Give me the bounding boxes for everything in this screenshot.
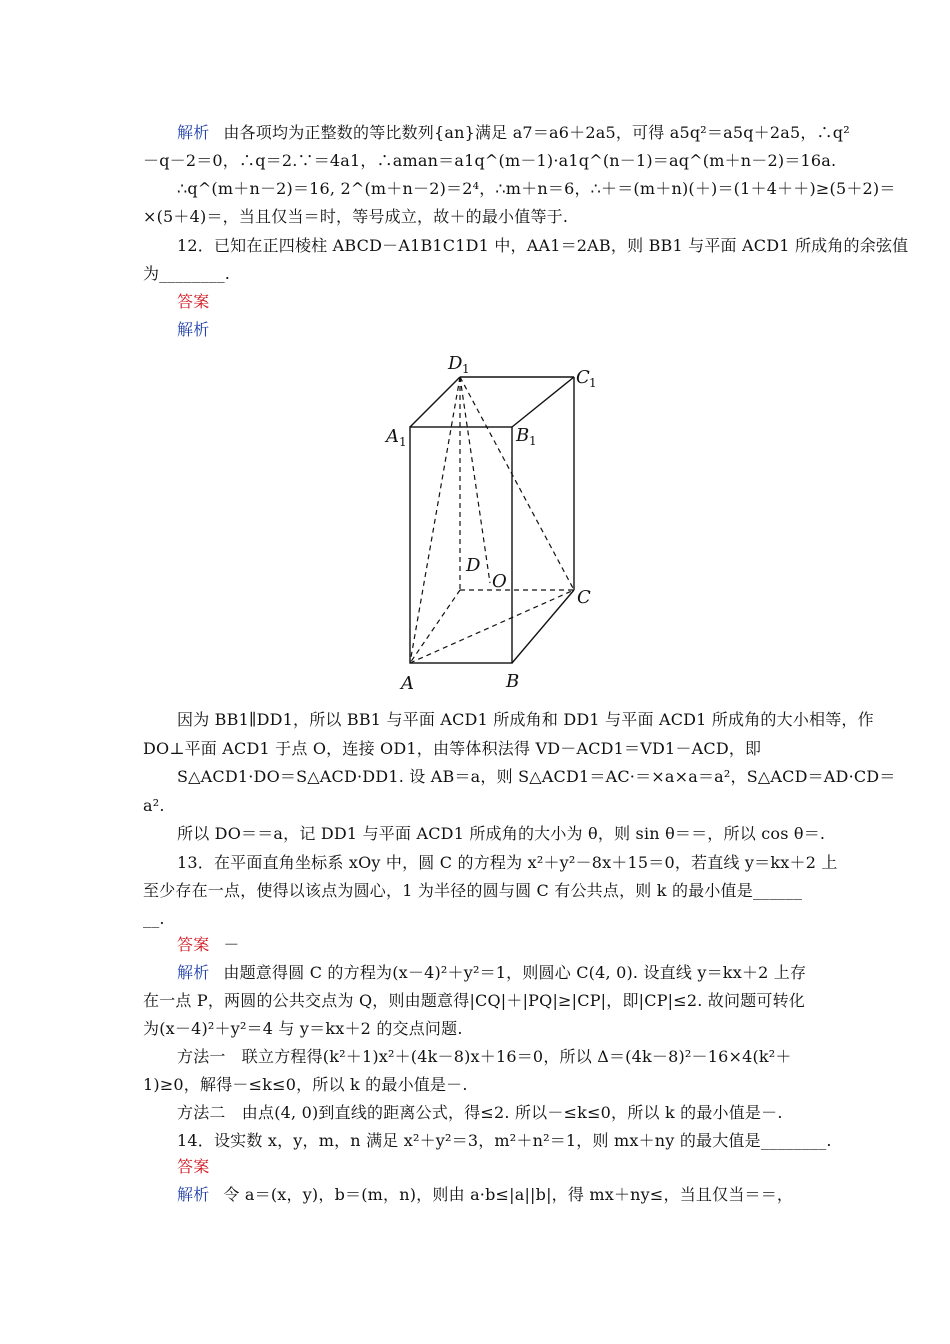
analysis-label: 解析 <box>177 123 210 142</box>
prism-figure <box>380 345 610 700</box>
question-13: 13．在平面直角坐标系 xOy 中，圆 C 的方程为 x²＋y²－8x＋15＝0，若直线 y＝kx＋2 上 <box>177 853 838 872</box>
text-line: __. <box>143 909 165 928</box>
analysis-line: 解析 由题意得圆 C 的方程为(x－4)²＋y²＝1，则圆心 C(4, 0). 设直线 y＝kx＋2 上存 <box>177 963 807 982</box>
svg-text:1: 1 <box>399 435 407 449</box>
analysis-label: 解析 <box>177 1185 210 1204</box>
text-line: ∴q^(m＋n－2)＝16, 2^(m＋n－2)＝2⁴，∴m＋n＝6，∴＋＝(m＋n)(＋)＝(1＋4＋＋)≥(5＋2)＝ <box>177 179 896 198</box>
analysis-label: 解析 <box>177 320 210 339</box>
text-line: DO⊥平面 ACD1 于点 O，连接 OD1，由等体积法得 VD－ACD1＝VD1－ACD，即 <box>143 739 762 758</box>
analysis-label: 解析 <box>177 963 210 982</box>
label-D: D <box>466 555 481 576</box>
svg-text:1: 1 <box>589 376 597 390</box>
answer-label: 答案 <box>177 1157 210 1176</box>
text-line: 1)≥0，解得－≤k≤0，所以 k 的最小值是－. <box>143 1075 468 1094</box>
text-line: 为________. <box>143 264 231 283</box>
svg-text:1: 1 <box>462 362 470 376</box>
analysis-line: 解析 令 a＝(x，y)，b＝(m，n)，则由 a·b≤|a||b|，得 mx＋ny≤，当且仅当＝＝， <box>177 1185 794 1204</box>
label-A1: A <box>386 426 399 447</box>
question-12: 12．已知在正四棱柱 ABCD－A1B1C1D1 中，AA1＝2AB，则 BB1 与平面 ACD1 所成角的余弦值 <box>177 236 909 255</box>
text-line: 至少存在一点，使得以该点为圆心，1 为半径的圆与圆 C 有公共点，则 k 的最小值是______ <box>143 881 803 900</box>
text-line: S△ACD1·DO＝S△ACD·DD1. 设 AB＝a，则 S△ACD1＝AC·＝×a×a＝a²，S△ACD＝AD·CD＝ <box>177 767 896 786</box>
answer-label: 答案 <box>177 935 210 954</box>
label-A: A <box>401 673 414 694</box>
label-B1: B <box>516 425 530 446</box>
text-line: ×(5＋4)＝，当且仅当＝时，等号成立，故＋的最小值等于. <box>143 207 569 226</box>
svg-text:1: 1 <box>529 434 537 448</box>
label-B: B <box>506 671 520 692</box>
method-two: 方法二 由点(4, 0)到直线的距离公式，得≤2. 所以－≤k≤0，所以 k 的最小值是－. <box>177 1103 783 1122</box>
label-O: O <box>492 571 507 592</box>
answer-line: 答案 － <box>177 935 240 954</box>
label-C: C <box>577 587 591 608</box>
text-line: 在一点 P，两圆的公共交点为 Q，则由题意得|CQ|＋|PQ|≥|CP|，即|CP|≤2. 故问题可转化 <box>143 991 806 1010</box>
question-14: 14．设实数 x，y，m，n 满足 x²＋y²＝3，m²＋n²＝1，则 mx＋ny 的最大值是________. <box>177 1131 832 1150</box>
analysis-line <box>177 317 223 343</box>
text-line: 所以 DO＝＝a，记 DD1 与平面 ACD1 所成角的大小为 θ，则 sin θ＝＝，所以 cos θ＝. <box>177 824 826 843</box>
text-line: a². <box>143 796 165 815</box>
method-one: 方法一 联立方程得(k²＋1)x²＋(4k－8)x＋16＝0，所以 Δ＝(4k－8)²－16×4(k²＋ <box>177 1047 792 1066</box>
text-line: 为(x－4)²＋y²＝4 与 y＝kx＋2 的交点问题. <box>143 1019 463 1038</box>
answer-line <box>177 289 223 315</box>
label-C1: C <box>576 367 590 388</box>
text-line: －q－2＝0，∴q＝2.∵＝4a1，∴aman＝a1q^(m－1)·a1q^(n－1)＝aq^(m＋n－2)＝16a. <box>143 151 837 170</box>
answer-line <box>177 1154 223 1180</box>
label-D1: D <box>448 353 463 374</box>
text-line: 解析 由各项均为正整数的等比数列{an}满足 a7＝a6＋2a5，可得 a5q²＝a5q＋2a5，∴q² <box>177 123 850 142</box>
text-line: 因为 BB1∥DD1，所以 BB1 与平面 ACD1 所成角和 DD1 与平面 ACD1 所成角的大小相等，作 <box>177 710 874 729</box>
answer-label: 答案 <box>177 292 210 311</box>
